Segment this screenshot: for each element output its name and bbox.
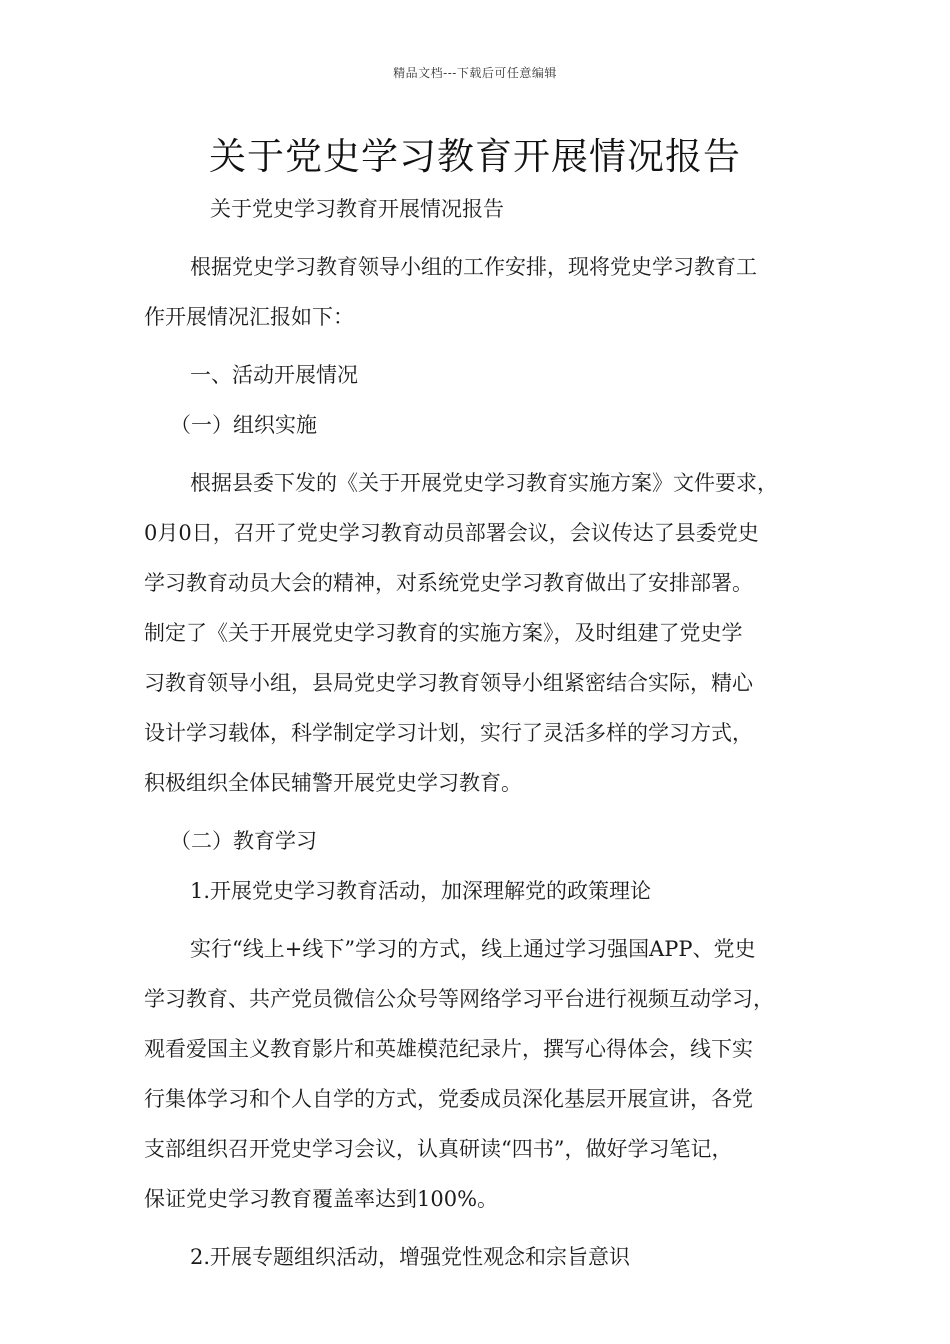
text-line: 积极组织全体民辅警开展党史学习教育。	[144, 771, 522, 795]
text-line: 观看爱国主义教育影片和英雄模范纪录片，撰写心得体会，线下实	[144, 1037, 753, 1061]
text-line: 1.开展党史学习教育活动，加深理解党的政策理论	[190, 879, 652, 903]
text-line: 设计学习载体，科学制定学习计划，实行了灵活多样的学习方式，	[144, 721, 753, 745]
text-line: 学习教育动员大会的精神，对系统党史学习教育做出了安排部署。	[144, 571, 753, 595]
text-line: 关于党史学习教育开展情况报告	[210, 197, 504, 221]
text-line: 习教育领导小组，县局党史学习教育领导小组紧密结合实际，精心	[144, 671, 753, 695]
text-line: 支部组织召开党史学习会议，认真研读“四书”，做好学习笔记，	[144, 1137, 733, 1161]
page-title: 关于党史学习教育开展情况报告	[209, 135, 741, 178]
text-line: 保证党史学习教育覆盖率达到100%。	[144, 1187, 499, 1211]
text-line: 0月0日，召开了党史学习教育动员部署会议，会议传达了县委党史	[144, 521, 759, 545]
text-line: （一）组织实施	[170, 413, 317, 437]
text-line: 制定了《关于开展党史学习教育的实施方案》，及时组建了党史学	[144, 621, 743, 645]
text-line: 2.开展专题组织活动，增强党性观念和宗旨意识	[190, 1245, 631, 1269]
text-line: 实行“线上+线下”学习的方式，线上通过学习强国APP、党史	[190, 937, 756, 961]
text-line: （二）教育学习	[170, 829, 317, 853]
text-line: 作开展情况汇报如下：	[144, 305, 354, 329]
text-line: 根据党史学习教育领导小组的工作安排，现将党史学习教育工	[190, 255, 757, 279]
text-line: 一、活动开展情况	[190, 363, 358, 387]
text-line: 根据县委下发的《关于开展党史学习教育实施方案》文件要求，	[190, 471, 778, 495]
text-line: 行集体学习和个人自学的方式，党委成员深化基层开展宣讲，各党	[144, 1087, 753, 1111]
header-note: 精品文档---下载后可任意编辑	[393, 66, 557, 80]
document-body	[144, 184, 834, 1282]
text-line: 学习教育、共产党员微信公众号等网络学习平台进行视频互动学习，	[144, 987, 774, 1011]
